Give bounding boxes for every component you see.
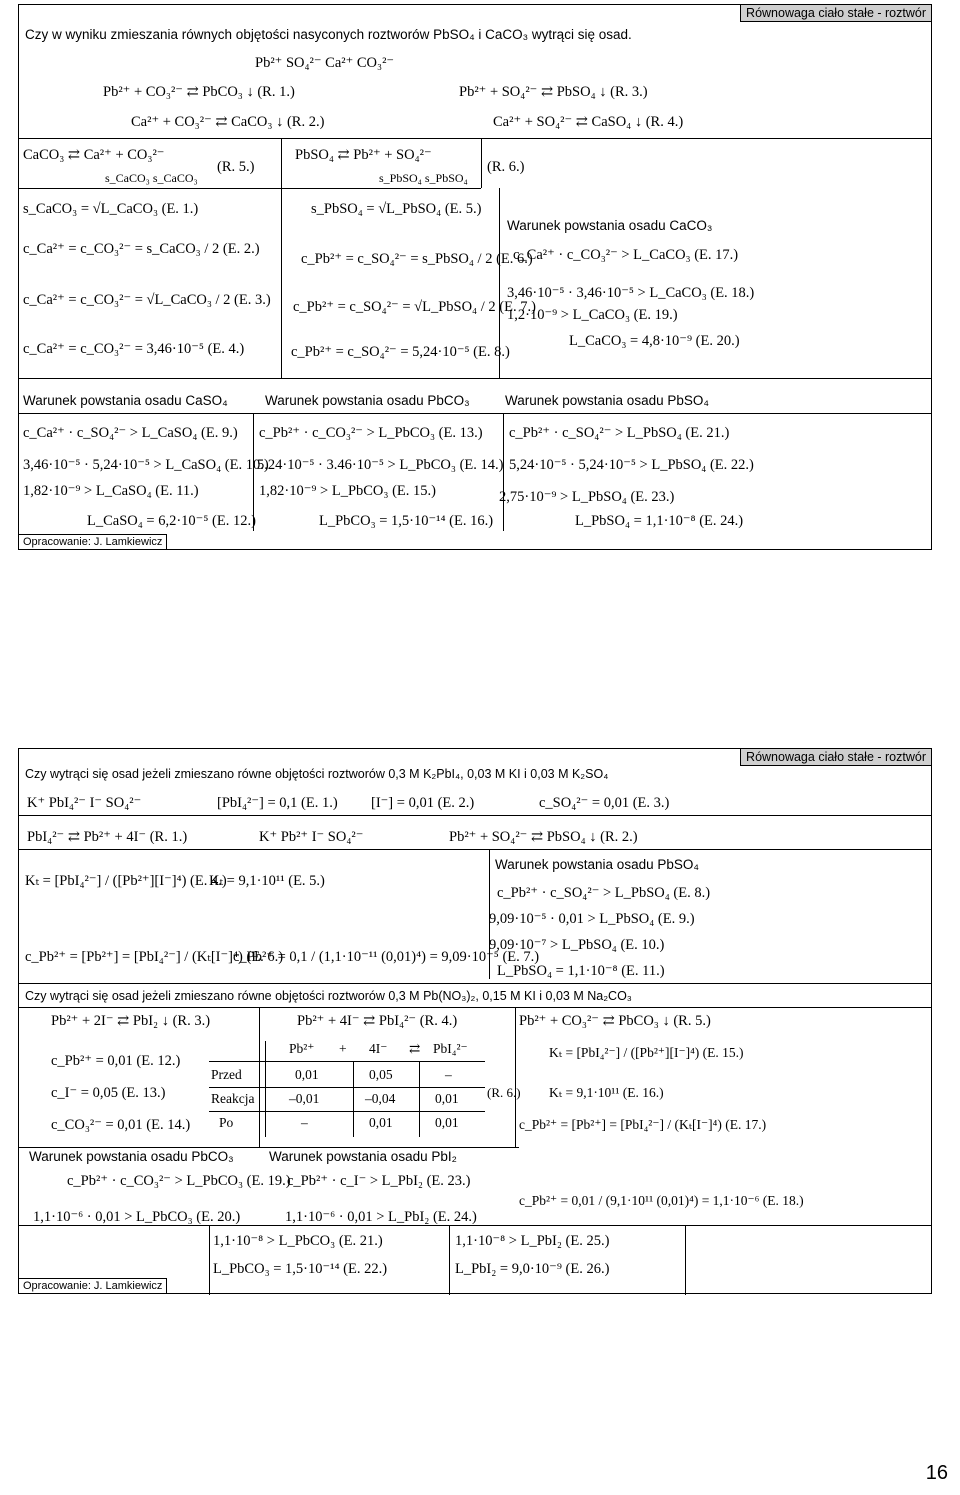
equation-e9: c_Ca²⁺ · c_SO₄²⁻ > L_CaSO₄ (E. 9.) [23, 425, 238, 441]
table-row-label: Reakcja [211, 1091, 255, 1106]
question-2: Czy wytrąci się osad jeżeli zmieszano równe objętości roztworów 0,3 M Pb(NO₃)₂, 0,15 M KI i 0,03 M Na₂CO₃ [25, 989, 632, 1003]
condition-title-caco3: Warunek powstania osadu CaCO₃ [507, 218, 713, 233]
equation-e6: c_Pb²⁺ = c_SO₄²⁻ = s_PbSO₄ / 2 (E. 6.) [301, 251, 533, 267]
divider [503, 413, 504, 531]
table-header-arrow: ⇄ [409, 1041, 421, 1056]
equation-e24: L_PbSO₄ = 1,1·10⁻⁸ (E. 24.) [575, 513, 744, 529]
equation-e13: c_Pb²⁺ · c_CO₃²⁻ > L_PbCO₃ (E. 13.) [259, 425, 483, 441]
divider [515, 1007, 516, 1147]
equation-e12: L_CaSO₄ = 6,2·10⁻⁵ (E. 12.) [87, 513, 256, 529]
equation-e2: c_Ca²⁺ = c_CO₃²⁻ = s_CaCO₃ / 2 (E. 2.) [23, 241, 260, 257]
table-rule [209, 1087, 485, 1088]
divider [281, 138, 282, 188]
equation-e22: L_PbCO₃ = 1,5·10⁻¹⁴ (E. 22.) [213, 1261, 388, 1277]
equation-e23: 2,75·10⁻⁹ > L_PbSO₄ (E. 23.) [499, 489, 675, 505]
equation-e17: c_Pb²⁺ = [Pb²⁺] = [PbI₄²⁻] / (Kₜ[I⁻]⁴) (E. 17.) [519, 1117, 767, 1132]
equation-e6: c_Pb²⁺ = [Pb²⁺] = [PbI₄²⁻] / (Kₜ[I⁻]⁴) (E. 6.) [25, 949, 284, 965]
equation-e24: 1,1·10⁻⁶ · 0,01 > L_PbI₂ (E. 24.) [285, 1209, 477, 1225]
equation-e11: 1,82·10⁻⁹ > L_CaSO₄ (E. 11.) [23, 483, 199, 499]
equation-e8: c_Pb²⁺ · c_SO₄²⁻ > L_PbSO₄ (E. 8.) [497, 885, 711, 901]
reaction-r6-label: (R. 6.) [487, 159, 525, 175]
divider [19, 138, 931, 139]
ions-list: K⁺ PbI₄²⁻ I⁻ SO₄²⁻ [27, 795, 142, 811]
condition-title-pbso4: Warunek powstania osadu PbSO₄ [505, 393, 709, 408]
reaction-r5-label: (R. 5.) [217, 159, 255, 175]
ice-table [209, 1041, 485, 1137]
equation-e14: c_CO₃²⁻ = 0,01 (E. 14.) [51, 1117, 191, 1133]
table-cell: 0,01 [435, 1091, 459, 1106]
equation-e14: 5.24·10⁻⁵ · 3.46·10⁻⁵ > L_PbCO₃ (E. 14.) [257, 457, 504, 473]
condition-title-caso4: Warunek powstania osadu CaSO₄ [23, 393, 228, 408]
divider [19, 378, 931, 379]
table-label: (R. 6.) [487, 1085, 521, 1100]
table-cell: –0,01 [289, 1091, 320, 1106]
divider [19, 1007, 931, 1008]
equation-e12: c_Pb²⁺ = 0,01 (E. 12.) [51, 1053, 181, 1069]
divider [209, 1225, 210, 1295]
equation-e10: 9,09·10⁻⁷ > L_PbSO₄ (E. 10.) [489, 937, 665, 953]
equation-e13: c_I⁻ = 0,05 (E. 13.) [51, 1085, 166, 1101]
slide-top [18, 4, 932, 550]
equation-e20: 1,1·10⁻⁶ · 0,01 > L_PbCO₃ (E. 20.) [33, 1209, 241, 1225]
table-header-plus: + [339, 1041, 347, 1056]
equation-e18: c_Pb²⁺ = 0,01 / (9,1·10¹¹ (0,01)⁴) = 1,1·10⁻⁶ (E. 18.) [519, 1193, 804, 1208]
equation-e15: 1,82·10⁻⁹ > L_PbCO₃ (E. 15.) [259, 483, 436, 499]
table-cell: – [301, 1115, 308, 1130]
equation-e18: 3,46·10⁻⁵ · 3,46·10⁻⁵ > L_CaCO₃ (E. 18.) [507, 285, 755, 301]
reaction-r6: PbSO₄ ⇄ Pb²⁺ + SO₄²⁻ [295, 147, 432, 163]
reaction-r5-s: s_CaCO₃ s_CaCO₃ [105, 171, 198, 185]
divider [19, 1147, 519, 1148]
table-rule [353, 1061, 354, 1137]
slide-header: Równowaga ciało stałe - roztwór [740, 4, 932, 22]
equation-e1: [PbI₄²⁻] = 0,1 (E. 1.) [217, 795, 338, 811]
reaction-r1: PbI₄²⁻ ⇄ Pb²⁺ + 4I⁻ (R. 1.) [27, 829, 188, 845]
page-number: 16 [925, 1462, 948, 1484]
author-credit: Opracowanie: J. Lamkiewicz [19, 534, 167, 549]
table-header-pb: Pb²⁺ [289, 1041, 315, 1056]
table-cell: –0,04 [365, 1091, 396, 1106]
reaction-r6-s: s_PbSO₄ s_PbSO₄ [379, 171, 468, 185]
equation-e8: c_Pb²⁺ = c_SO₄²⁻ = 5,24·10⁻⁵ (E. 8.) [291, 344, 510, 360]
equation-e11: L_PbSO₄ = 1,1·10⁻⁸ (E. 11.) [497, 963, 665, 979]
reaction-r3: Pb²⁺ + 2I⁻ ⇄ PbI₂ ↓ (R. 3.) [51, 1013, 211, 1029]
table-rule [419, 1061, 420, 1137]
equation-e21: c_Pb²⁺ · c_SO₄²⁻ > L_PbSO₄ (E. 21.) [509, 425, 730, 441]
reaction-r2: Ca²⁺ + CO₃²⁻ ⇄ CaCO₃ ↓ (R. 2.) [131, 114, 325, 130]
condition-title-pbso4: Warunek powstania osadu PbSO₄ [495, 857, 699, 872]
equation-e9: 9,09·10⁻⁵ · 0,01 > L_PbSO₄ (E. 9.) [489, 911, 695, 927]
equation-e10: 3,46·10⁻⁵ · 5,24·10⁻⁵ > L_CaSO₄ (E. 10.) [23, 457, 269, 473]
equation-e19: c_Pb²⁺ · c_CO₃²⁻ > L_PbCO₃ (E. 19.) [67, 1173, 291, 1189]
equation-e26: L_PbI₂ = 9,0·10⁻⁹ (E. 26.) [455, 1261, 610, 1277]
divider [19, 849, 931, 850]
equation-e4: c_Ca²⁺ = c_CO₃²⁻ = 3,46·10⁻⁵ (E. 4.) [23, 341, 245, 357]
ions-list: Pb²⁺ SO₄²⁻ Ca²⁺ CO₃²⁻ [255, 55, 395, 71]
table-cell: – [445, 1067, 452, 1082]
reaction-r4: Pb²⁺ + 4I⁻ ⇄ PbI₄²⁻ (R. 4.) [297, 1013, 458, 1029]
question: Czy w wyniku zmieszania równych objętości nasyconych roztworów PbSO₄ i CaCO₃ wytrąci się osad. [25, 27, 632, 42]
divider [253, 413, 254, 531]
equation-e20: L_CaCO₃ = 4,8·10⁻⁹ (E. 20.) [569, 333, 740, 349]
equation-e23: c_Pb²⁺ · c_I⁻ > L_PbI₂ (E. 23.) [287, 1173, 471, 1189]
slide-bottom [18, 748, 932, 1294]
table-rule [265, 1041, 266, 1137]
equation-e21: 1,1·10⁻⁸ > L_PbCO₃ (E. 21.) [213, 1233, 383, 1249]
divider [481, 138, 482, 188]
table-rule [209, 1061, 485, 1062]
equation-e1: s_CaCO₃ = √L_CaCO₃ (E. 1.) [23, 201, 199, 217]
equation-e7: c_Pb²⁺ = c_SO₄²⁻ = √L_PbSO₄ / 2 (E. 7.) [293, 299, 536, 315]
reaction-r1: Pb²⁺ + CO₃²⁻ ⇄ PbCO₃ ↓ (R. 1.) [103, 84, 295, 100]
divider [19, 983, 931, 984]
table-header-pbi4: PbI₄²⁻ [433, 1041, 468, 1056]
equation-e17: c_Ca²⁺ · c_CO₃²⁻ > L_CaCO₃ (E. 17.) [513, 247, 739, 263]
condition-title-pbco3: Warunek powstania osadu PbCO₃ [265, 393, 470, 408]
equation-e19: 1,2·10⁻⁹ > L_CaCO₃ (E. 19.) [507, 307, 678, 323]
reaction-r4: Ca²⁺ + SO₄²⁻ ⇄ CaSO₄ ↓ (R. 4.) [493, 114, 684, 130]
equation-e16: Kₜ = 9,1·10¹¹ (E. 16.) [549, 1085, 664, 1100]
equation-e15: Kₜ = [PbI₄²⁻] / ([Pb²⁺][I⁻]⁴) (E. 15.) [549, 1045, 744, 1060]
divider [19, 413, 931, 414]
table-cell: 0,05 [369, 1067, 393, 1082]
reaction-r2: Pb²⁺ + SO₄²⁻ ⇄ PbSO₄ ↓ (R. 2.) [449, 829, 638, 845]
reaction-r5: CaCO₃ ⇄ Ca²⁺ + CO₃²⁻ [23, 147, 165, 163]
equation-e16: L_PbCO₃ = 1,5·10⁻¹⁴ (E. 16.) [319, 513, 494, 529]
equation-e5: Kₜ = 9,1·10¹¹ (E. 5.) [209, 873, 325, 889]
table-header-i: 4I⁻ [369, 1041, 388, 1056]
reaction-r3: Pb²⁺ + SO₄²⁻ ⇄ PbSO₄ ↓ (R. 3.) [459, 84, 648, 100]
table-cell: 0,01 [369, 1115, 393, 1130]
condition-title-pbi2: Warunek powstania osadu PbI₂ [269, 1149, 457, 1164]
divider [19, 815, 931, 816]
table-cell: 0,01 [435, 1115, 459, 1130]
equation-e5: s_PbSO₄ = √L_PbSO₄ (E. 5.) [311, 201, 482, 217]
equation-e3: c_Ca²⁺ = c_CO₃²⁻ = √L_CaCO₃ / 2 (E. 3.) [23, 292, 271, 308]
question: Czy wytrąci się osad jeżeli zmieszano równe objętości roztworów 0,3 M K₂PbI₄, 0,03 M KI i 0,03 M K₂SO₄ [25, 767, 609, 781]
divider [19, 188, 481, 189]
ions-list-2: K⁺ Pb²⁺ I⁻ SO₄²⁻ [259, 829, 364, 845]
slide-header: Równowaga ciało stałe - roztwór [740, 748, 932, 766]
table-row-label: Po [219, 1115, 234, 1130]
reaction-r5: Pb²⁺ + CO₃²⁻ ⇄ PbCO₃ ↓ (R. 5.) [519, 1013, 711, 1029]
equation-e2: [I⁻] = 0,01 (E. 2.) [371, 795, 475, 811]
divider [281, 188, 282, 378]
equation-e3: c_SO₄²⁻ = 0,01 (E. 3.) [539, 795, 670, 811]
condition-title-pbco3: Warunek powstania osadu PbCO₃ [29, 1149, 234, 1164]
equation-e7: c_Pb²⁺ = 0,1 / (1,1·10⁻¹¹ (0,01)⁴) = 9,09·10⁻⁵ (E. 7.) [233, 949, 540, 965]
equation-e22: 5,24·10⁻⁵ · 5,24·10⁻⁵ > L_PbSO₄ (E. 22.) [509, 457, 754, 473]
table-cell: 0,01 [295, 1067, 319, 1082]
table-row-label: Przed [211, 1067, 242, 1082]
table-rule [209, 1111, 485, 1112]
divider [19, 1225, 931, 1226]
divider [449, 1225, 450, 1295]
equation-e25: 1,1·10⁻⁸ > L_PbI₂ (E. 25.) [455, 1233, 610, 1249]
divider [499, 188, 500, 378]
equation-e4: Kₜ = [PbI₄²⁻] / ([Pb²⁺][I⁻]⁴) (E. 4.) [25, 873, 227, 889]
author-credit: Opracowanie: J. Lamkiewicz [19, 1278, 167, 1293]
divider [685, 1225, 686, 1295]
